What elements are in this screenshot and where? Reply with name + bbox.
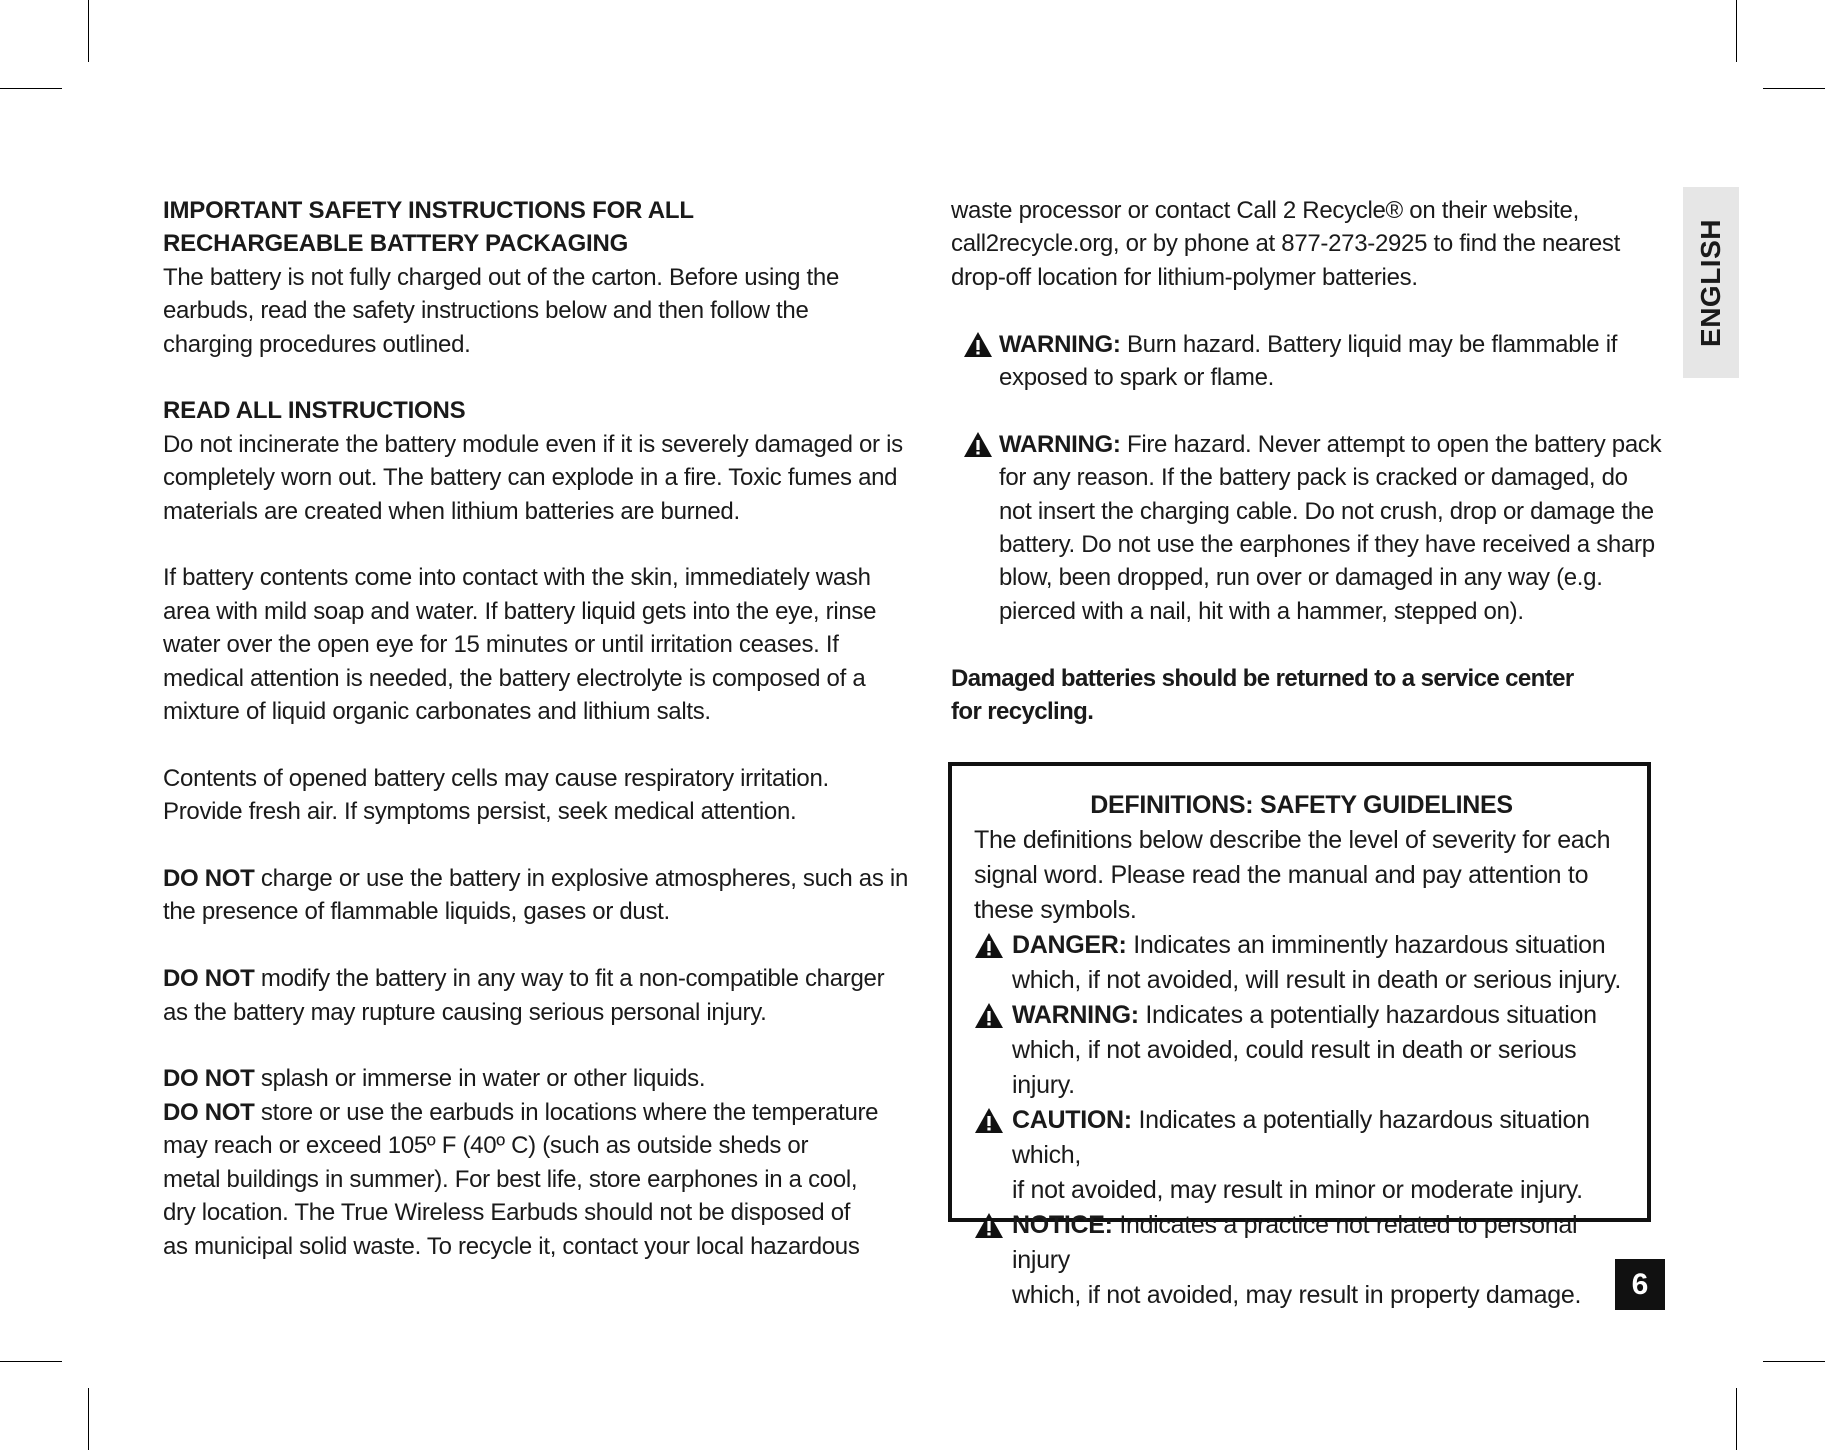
warning-triangle-icon — [963, 330, 993, 360]
definitions-title: DEFINITIONS: SAFETY GUIDELINES — [1090, 791, 1513, 819]
incinerate-paragraph: Do not incinerate the battery module even if it is severely damaged or is completely worn out. The battery can explode in a fire. Toxic fumes and materials are created when lithium batteries are burned. — [163, 430, 903, 525]
recycle-paragraph: waste processor or contact Call 2 Recycle® on their website, call2recycle.org, or by phone at 877-273-2925 to find the nearest drop-off location for lithium-polymer batteries. — [951, 197, 1620, 291]
crop-mark — [1763, 1361, 1825, 1362]
definitions-intro: The definitions below describe the level of severity for each signal word. Please read the manual and pay attention to these symbols. — [974, 826, 1611, 924]
crop-mark — [0, 1361, 62, 1362]
definition-notice: NOTICE: Indicates a practice not related to personal injury which, if not avoided, may result in property damage. — [974, 1208, 1629, 1313]
warning-triangle-icon — [974, 1106, 1004, 1136]
respiratory-paragraph: Contents of opened battery cells may cause respiratory irritation. Provide fresh air. If symptoms persist, seek medical attention. — [163, 764, 829, 826]
skin-contact-paragraph: If battery contents come into contact with the skin, immediately wash area with mild soap and water. If battery liquid gets into the eye, rinse water over the open eye for 15 minutes or until irritation ceases. If medical attention is needed, the battery electrolyte is composed of a mixture of liquid organic carbonates and lithium salts. — [163, 564, 877, 726]
warning-triangle-icon — [974, 1001, 1004, 1031]
right-column — [951, 194, 1671, 728]
page-number: 6 — [1615, 1259, 1665, 1310]
crop-mark — [1736, 0, 1737, 62]
definition-caution: CAUTION: Indicates a potentially hazardous situation which, if not avoided, may result in minor or moderate injury. — [974, 1103, 1629, 1208]
section-heading-safety: IMPORTANT SAFETY INSTRUCTIONS FOR ALL RECHARGEABLE BATTERY PACKAGING — [163, 197, 694, 258]
warning-triangle-icon — [974, 1211, 1004, 1241]
language-tab-label: ENGLISH — [1695, 218, 1726, 347]
warning-burn-hazard: WARNING: Burn hazard. Battery liquid may be flammable if exposed to spark or flame. — [963, 328, 1671, 395]
left-column — [163, 194, 913, 1263]
warning-triangle-icon — [963, 430, 993, 460]
definitions-box — [948, 762, 1651, 1309]
do-not-explosive-paragraph: DO NOT charge or use the battery in explosive atmospheres, such as in the presence of flammable liquids, gases or dust. — [163, 865, 908, 926]
definition-danger: DANGER: Indicates an imminently hazardous situation which, if not avoided, will result in death or serious injury. — [974, 928, 1629, 998]
do-not-store-paragraph: DO NOT store or use the earbuds in locations where the temperature may reach or exceed 105º F (40º C) (such as outside sheds or metal buildings in summer). For best life, store earphones in a cool, dry location. The True Wireless Earbuds should not be disposed of as municipal solid waste. To recycle it, contact your local hazardous — [163, 1098, 879, 1260]
language-tab — [1683, 187, 1739, 378]
damaged-batteries-callout: Damaged batteries should be returned to a service center for recycling. — [951, 664, 1574, 726]
crop-mark — [88, 0, 89, 62]
crop-mark — [0, 88, 62, 89]
definition-warning: WARNING: Indicates a potentially hazardous situation which, if not avoided, could result in death or serious injury. — [974, 998, 1629, 1103]
warning-triangle-icon — [974, 931, 1004, 961]
crop-mark — [1763, 88, 1825, 89]
crop-mark — [88, 1388, 89, 1450]
do-not-modify-paragraph: DO NOT modify the battery in any way to fit a non-compatible charger as the battery may rupture causing serious personal injury. — [163, 965, 885, 1026]
warning-fire-hazard: WARNING: Fire hazard. Never attempt to open the battery pack for any reason. If the battery pack is cracked or damaged, do not insert the charging cable. Do not crush, drop or damage the battery. Do not use the earphones if they have received a sharp blow, been dropped, run over or damaged in any way (e.g. pierced with a nail, hit with a hammer, stepped on). — [963, 428, 1671, 628]
intro-paragraph: The battery is not fully charged out of the carton. Before using the earbuds, read the safety instructions below and then follow the charging procedures outlined. — [163, 263, 840, 358]
section-heading-read-all: READ ALL INSTRUCTIONS — [163, 397, 466, 425]
crop-mark — [1736, 1388, 1737, 1450]
do-not-splash-paragraph: DO NOT splash or immerse in water or other liquids. — [163, 1065, 706, 1093]
